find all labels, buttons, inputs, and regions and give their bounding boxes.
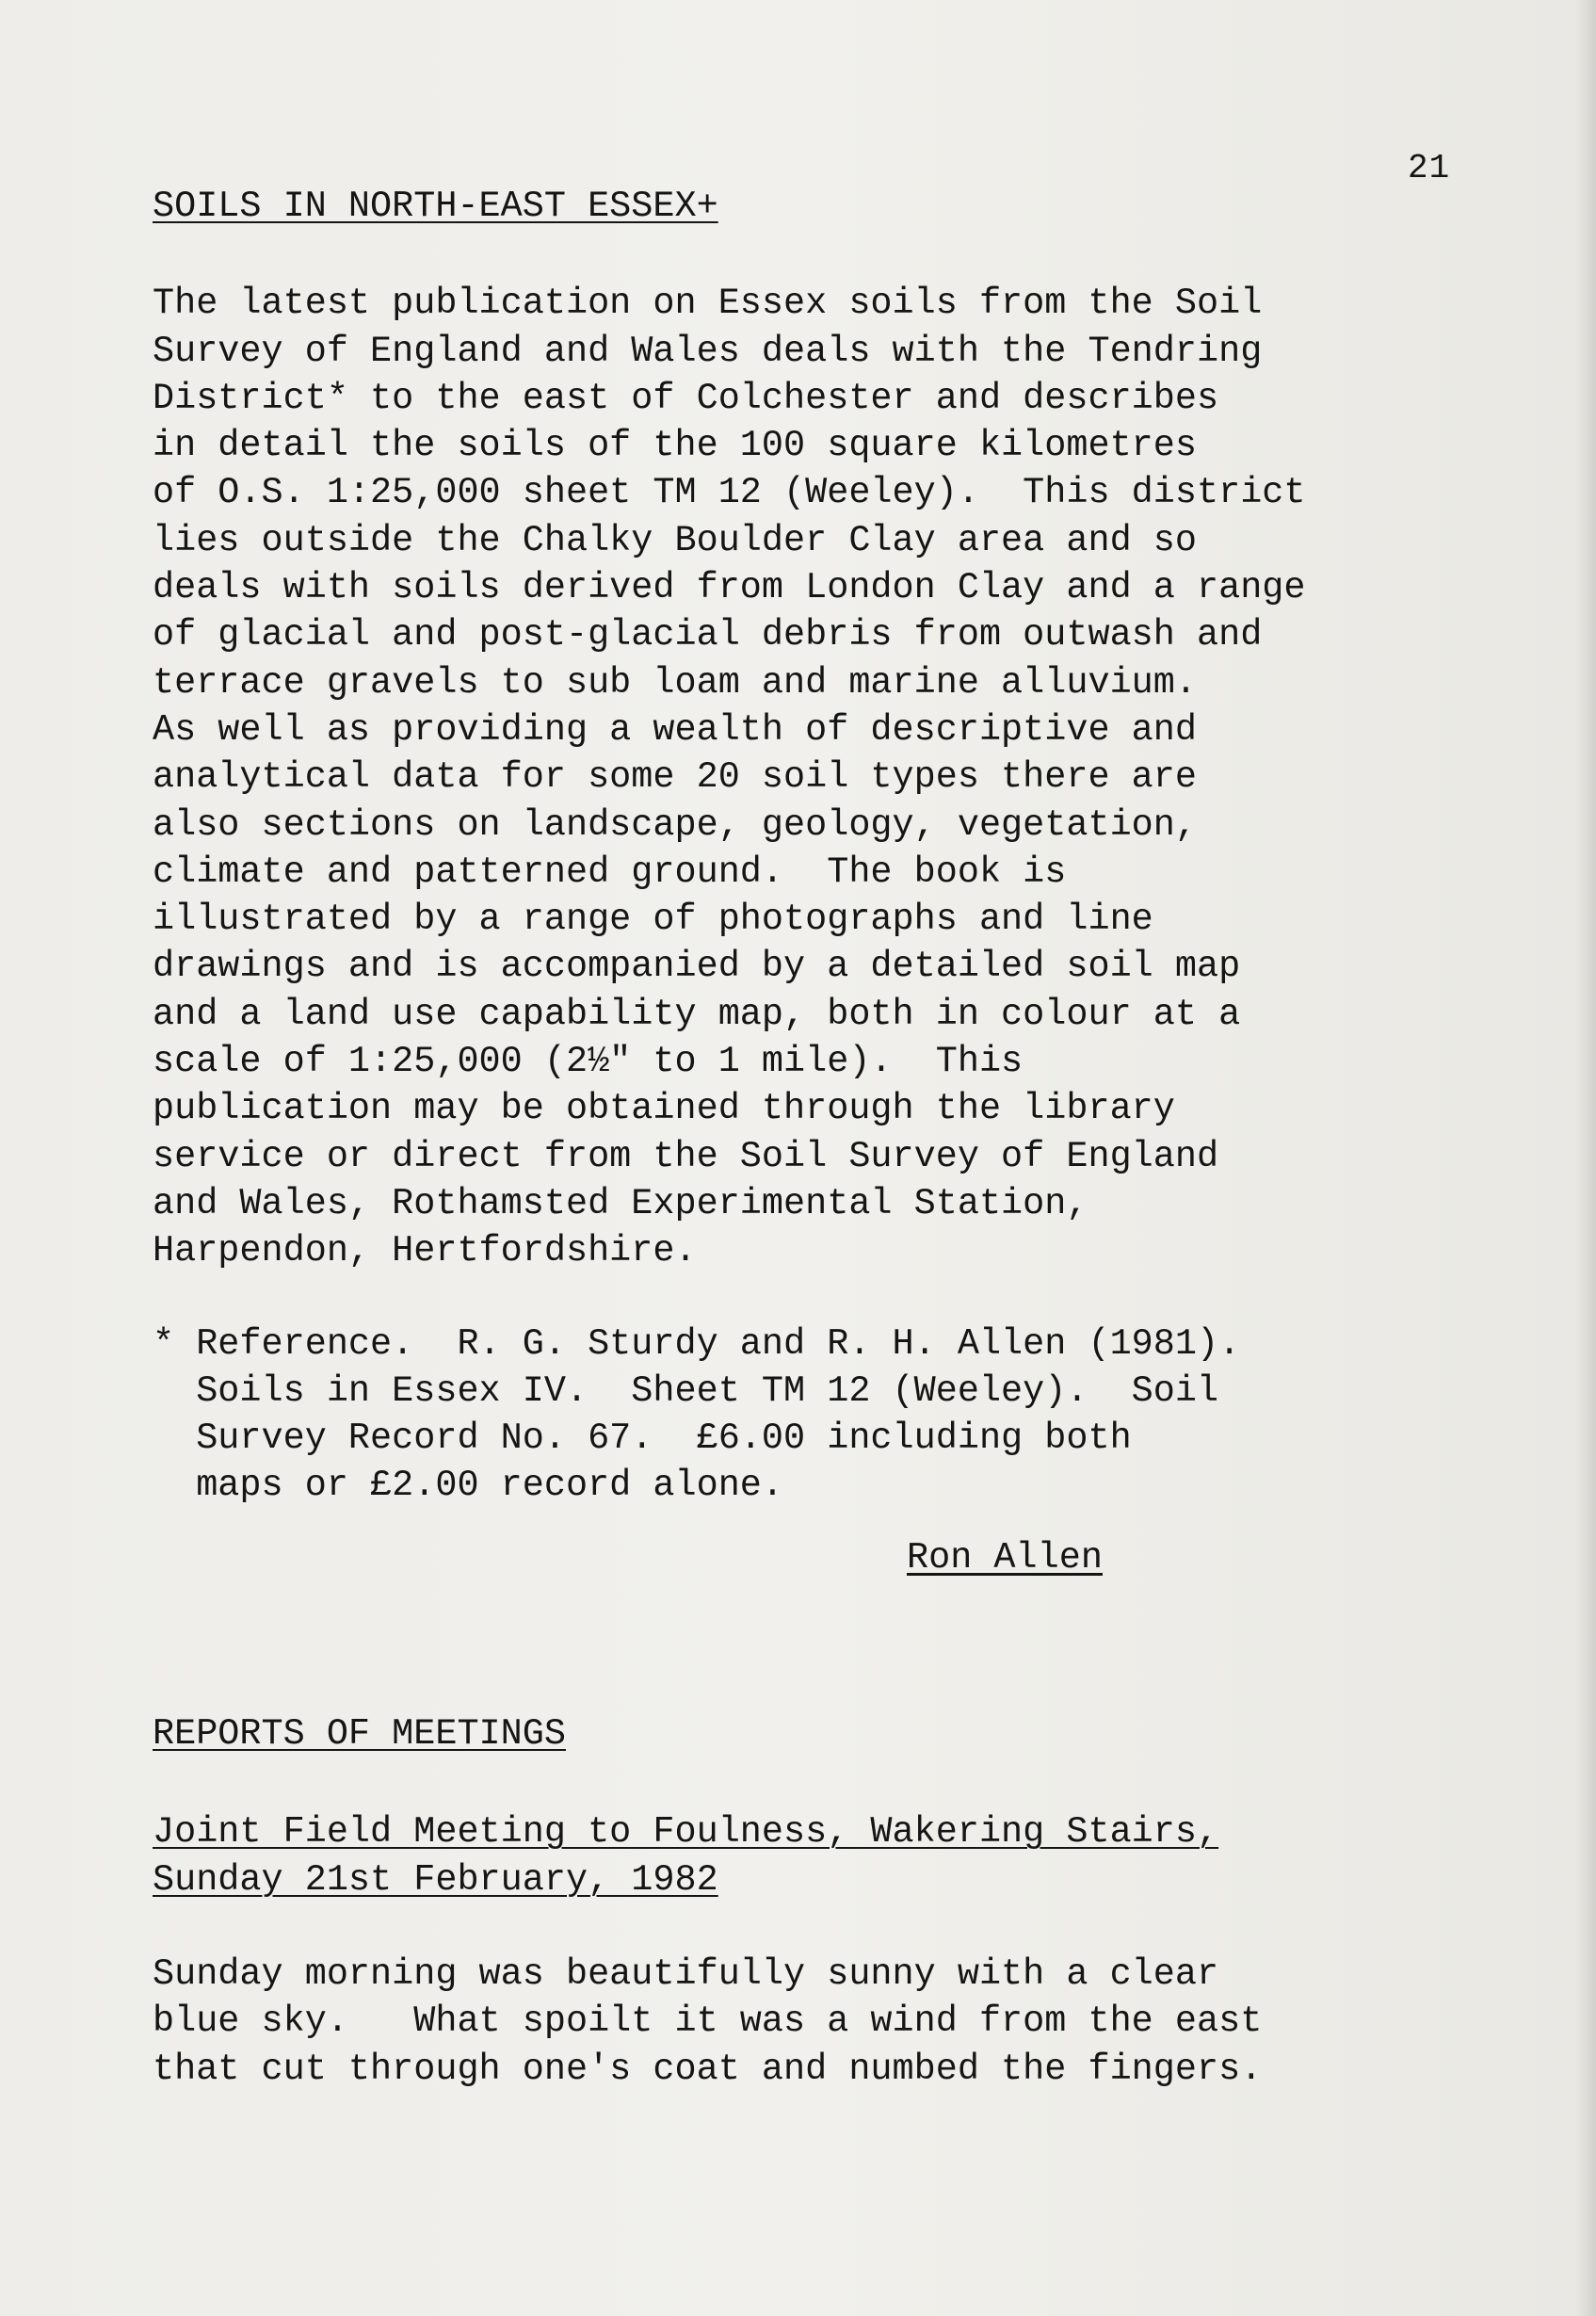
page-number: 21 xyxy=(1408,149,1451,187)
article-title: SOILS IN NORTH-EAST ESSEX+ xyxy=(153,186,718,227)
reports-title: REPORTS OF MEETINGS xyxy=(153,1713,566,1756)
reference-note xyxy=(153,1320,1433,1510)
text-line: blue sky. What spoilt it was a wind from the east xyxy=(153,2000,1263,2043)
text-line: of glacial and post-glacial debris from outwash and xyxy=(153,614,1263,656)
text-line: As well as providing a wealth of descriptive and xyxy=(153,708,1197,751)
text-line: Sunday morning was beautifully sunny with a clear xyxy=(153,1952,1219,1995)
text-line: and Wales, Rothamsted Experimental Station, xyxy=(153,1182,1088,1224)
text-line: lies outside the Chalky Boulder Clay area and so xyxy=(153,519,1197,561)
meeting-title xyxy=(153,1808,1433,1903)
meeting-paragraph xyxy=(153,1951,1433,2093)
meeting-title-line: Joint Field Meeting to Foulness, Wakering Stairs, xyxy=(153,1811,1219,1854)
text-line: Harpendon, Hertfordshire. xyxy=(153,1230,697,1272)
text-line: that cut through one's coat and numbed the fingers. xyxy=(153,2048,1263,2090)
text-line: service or direct from the Soil Survey of England xyxy=(153,1135,1219,1177)
reference-line: Soils in Essex IV. Sheet TM 12 (Weeley). Soil xyxy=(153,1369,1219,1412)
reference-line: maps or £2.00 record alone. xyxy=(153,1465,784,1507)
text-line: analytical data for some 20 soil types there are xyxy=(153,756,1197,799)
text-line: terrace gravels to sub loam and marine alluvium. xyxy=(153,661,1197,704)
text-line: Survey of England and Wales deals with the Tendring xyxy=(153,330,1263,372)
page-content xyxy=(153,183,1433,2093)
text-line: in detail the soils of the 100 square kilometres xyxy=(153,425,1197,467)
reference-line: * Reference. R. G. Sturdy and R. H. Allen (1981). xyxy=(153,1322,1241,1365)
text-line: drawings and is accompanied by a detailed soil map xyxy=(153,946,1241,988)
text-line: scale of 1:25,000 (2½" to 1 mile). This xyxy=(153,1041,1024,1083)
text-line: deals with soils derived from London Clay and a range xyxy=(153,567,1306,609)
text-line: publication may be obtained through the library xyxy=(153,1088,1175,1130)
text-line: of O.S. 1:25,000 sheet TM 12 (Weeley). This district xyxy=(153,472,1306,514)
reference-line: Survey Record No. 67. £6.00 including both xyxy=(153,1417,1132,1460)
page-edge-shadow xyxy=(1575,0,1596,2316)
meeting-title-line: Sunday 21st February, 1982 xyxy=(153,1858,718,1901)
author-signature xyxy=(153,1534,1433,1581)
article-paragraph xyxy=(153,280,1433,1274)
text-line: climate and patterned ground. The book is xyxy=(153,850,1067,893)
author-name: Ron Allen xyxy=(907,1536,1103,1579)
text-line: The latest publication on Essex soils from the Soil xyxy=(153,283,1263,325)
text-line: also sections on landscape, geology, vegetation, xyxy=(153,803,1197,846)
text-line: District* to the east of Colchester and describes xyxy=(153,377,1219,419)
text-line: and a land use capability map, both in colour at a xyxy=(153,993,1241,1035)
text-line: illustrated by a range of photographs and line xyxy=(153,899,1153,941)
